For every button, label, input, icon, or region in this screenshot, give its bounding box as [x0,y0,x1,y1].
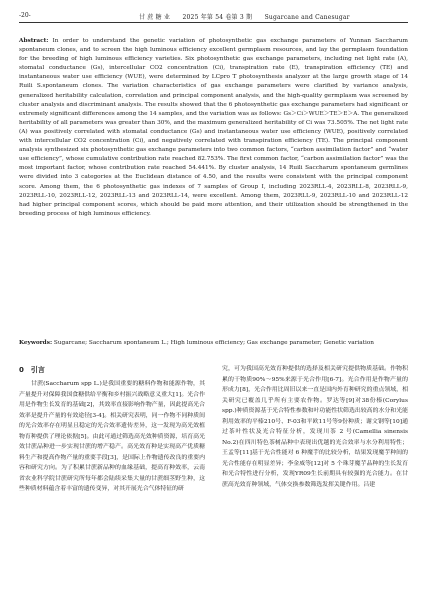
section-heading-introduction: 0 引言 [19,366,45,374]
abstract-block [19,37,408,219]
body-column-right [222,364,408,490]
keywords-text: Sugarcane; Saccharum spontaneum L.; High luminous efficiency; Gas exchange parameter; Genetic variation [53,340,374,346]
journal-running-head: 甘 蔗 糖 业 2025 年第 54 卷第 3 期 Sugarcane and Canesugar [139,14,350,21]
page-header [19,8,408,23]
keywords-label: Keywords: [19,340,53,346]
abstract-label: Abstract: [19,38,49,44]
page-number: -20- [19,12,31,19]
keywords-block [19,339,408,348]
abstract-text: In order to understand the genetic variation of photosynthetic gas exchange parameters of Yunnan Saccharum spontaneum clones, and to screen the high luminous efficiency excellent germplasm resources, and lay the germplasm foundation for the breeding of high luminous efficiency varieties. Six photosynthetic gas exchange parameters, including net light rate (A), stomatal conductance (Gs), intercellular CO2 concentration (Ci), transpiration rate (E), transpiration efficiency (TE) and instantaneous water use efficiency (WUE), were determined by LCpro T photosynthesis analyzer at the large growth stage of 14 Ruili S.spontaneum clones. The variation characteristics of gas exchange parameters were clarified by variance analysis, generalized heritability calculation, correlation and principal component analysis, and the high-quality germplasm was screened by cluster analysis and discriminant analysis. The results showed that the 6 photosynthetic gas exchange parameters had significant or extremely significant differences among the 14 samples, and the variation was as follows: Gs＞Ci＞WUE＞TE＞E＞A. The generalized heritability of all parameters was greater than 30%, and the maximum generalized heritability of Ci was 73.505%. The net light rate (A) was positively correlated with stomatal conductance (Gs) and instantaneous water use efficiency (WUE), positively correlated with intercellular CO2 concentration (Ci), and negatively correlated with transpiration efficiency (TE). The principal component analysis synthesized six photosynthetic gas exchange parameters into two common factors, “carbon assimilation factor” and “water use efficiency”, whose cumulative contribution rate reached 82.753%. The first common factor, “carbon assimilation factor” was the most important factor, whose contribution rate reached 54.441%. By cluster analysis, 14 Ruili Saccharum spontaneum germlines were divided into 3 categories at the Euclidean distance of 4.50, and the results were consistent with the principal component score. Among them, the 6 photosynthetic gas indexes of 7 samples of Group I, including 2023RLL-4, 2023RLL-8, 2023RLL-9, 2023RLL-10, 2023RLL-12, 2023RLL-13 and 2023RLL-14, were excellent. Among them, 2023RLL-9, 2023RLL-10 and 2023RLL-12 had higher principal component scores, which should be paid more attention, and their utilization should be strengthened in the breeding process of high luminous efficiency. [19,38,408,217]
body-column-left [19,364,205,495]
intro-paragraph-left: 甘蔗(Saccharum spp L.)是我国重要的糖料作物和能源作物，其产量提升对保障我国食糖供给平衡和乡村振兴战略意义重大[1]。光合作用是作物生长发育的基础[2]，其效率直接影响作物产量，因此提高光合效率是提升产量的有效途径[3-4]。相关研究表明，同一作物不同种质间的光合效率存在明显且稳定的光合效率遗传差异，这一发现为高光效植物育种提供了理论依据[5]。由此可通过筛选高光效种质资源，培育高光效甘蔗品种进一步实现甘蔗的增产稳产。高光效育种是实现高产优质糖料生产和提高作物产量的重要手段[3]，是国际上作物遗传改良的重要内容和研究方向。为了积累甘蔗新品种的血缘基础，提高育种效率，云南省农业科学院甘蔗研究所每年都会陆续采集大量的甘蔗细茎野生种，这些种质材料蕴含着丰富的遗传变异，对其开展光合气体特征的研 [19,381,205,492]
intro-paragraph-right: 究，可为我国高光效育种提供的选择及相关研究提供物质基础。作物积累的干物质90%～95%来源于光合作用[6-7]。光合作用是作物产量的形成力[8]，光合作用比周旧以来一直是国内外育种研究的重点领域，相关研究已覆盖几乎所有主要农作物。罗达等[9]对38份榛(Corylus spp.)种质资源基于光合特性参数和叶功能性状筛选出较高的水分和光能利用效率的平榛210号、F-03和平欧11号等9份种质；谢文钢等[10]通过茶叶性状及光合特征分析，发现川茶 2 号(Camellia sinensis No.2)在四川特色茶树品种中表现出优越的光合效率与水分利用特性；王孟等[11]基于光合性能对 6 种魔芋的比较分析，结果发现魔芋种间的光合性能存在明显差异；李金威等[12]对 5 个珠芽魔芋品种的生长发育和光合特性进行分析，发现YR09生长前期具有较强的光合能力。在甘蔗高光效育种领域，气体交换参数筛选发挥关键作用。吕建 [222,366,408,488]
